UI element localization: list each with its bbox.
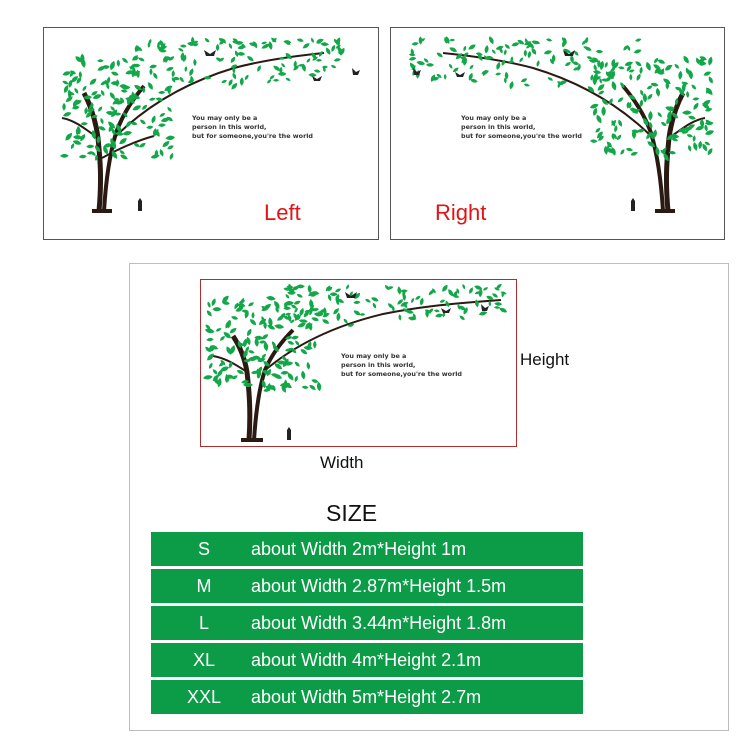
size-row-xl bbox=[151, 643, 583, 677]
size-row-l bbox=[151, 606, 583, 640]
cat-icon bbox=[631, 198, 635, 211]
size-row-s bbox=[151, 532, 583, 566]
size-code: XL bbox=[192, 650, 216, 670]
cat-icon bbox=[138, 198, 142, 211]
size-description: about Width 4m*Height 2.1m bbox=[251, 650, 482, 670]
right-variant-panel bbox=[390, 27, 725, 240]
left-variant-panel bbox=[43, 27, 379, 240]
size-info-panel bbox=[129, 263, 729, 731]
dimension-diagram bbox=[200, 279, 517, 447]
quote-text: You may only be a person in this world, but for someone,you're the world bbox=[192, 114, 313, 140]
size-description: about Width 5m*Height 2.7m bbox=[251, 687, 482, 707]
size-code: L bbox=[198, 613, 209, 633]
size-row-m bbox=[151, 569, 583, 603]
size-row-xxl bbox=[151, 680, 583, 714]
size-description: about Width 2.87m*Height 1.5m bbox=[251, 576, 507, 596]
quote-text: You may only be a person in this world, but for someone,you're the world bbox=[461, 114, 582, 140]
cat-icon bbox=[287, 427, 291, 440]
quote-text: You may only be a person in this world, but for someone,you're the world bbox=[341, 352, 462, 378]
size-code: M bbox=[196, 576, 212, 596]
size-title: SIZE bbox=[326, 500, 378, 526]
variant-label-right: Right bbox=[435, 200, 487, 225]
size-description: about Width 2m*Height 1m bbox=[251, 539, 467, 559]
size-description: about Width 3.44m*Height 1.8m bbox=[251, 613, 507, 633]
size-table bbox=[151, 532, 583, 717]
height-label: Height bbox=[520, 350, 570, 369]
size-code: XXL bbox=[186, 687, 222, 707]
width-label: Width bbox=[320, 453, 364, 472]
variant-label-left: Left bbox=[264, 200, 301, 225]
size-code: S bbox=[197, 539, 210, 559]
